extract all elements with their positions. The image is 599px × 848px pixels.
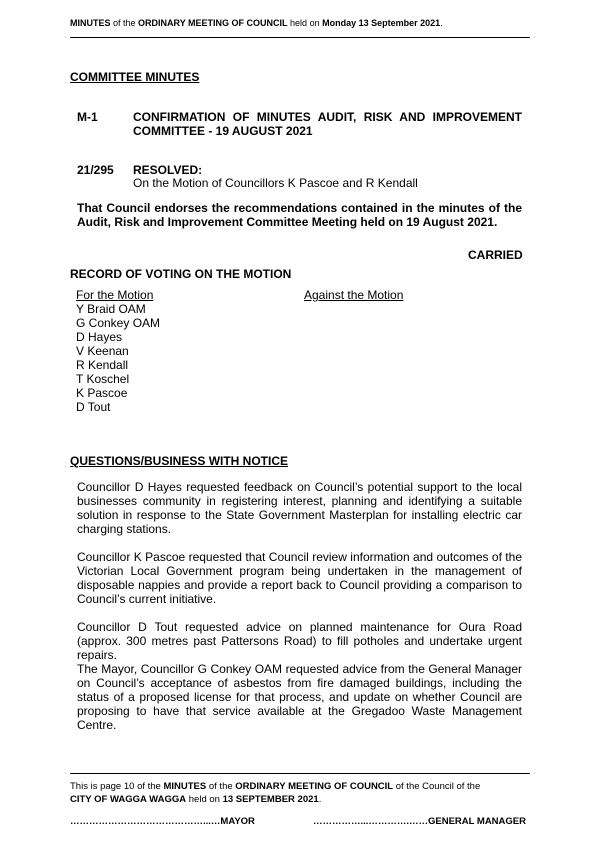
- voter: D Hayes: [76, 330, 123, 344]
- voter: V Keenan: [76, 344, 129, 358]
- voter: K Pascoe: [76, 386, 128, 400]
- footer-date: 13 SEPTEMBER 2021: [222, 794, 319, 805]
- footer-minutes: MINUTES: [163, 781, 207, 792]
- voter: D Tout: [76, 400, 111, 414]
- voter: Y Braid OAM: [76, 302, 146, 316]
- question-item: Councillor D Hayes requested feedback on Council’s potential support to the local businesses community in registering interest, planning and identifying a suitable solution in response to the State Government Masterplan for installing electric car charging stations.: [77, 480, 522, 536]
- footer-divider: [70, 773, 530, 774]
- question-item: Councillor K Pascoe requested that Council review information and outcomes of the Victorian Local Government program being undertaken in the management of disposable nappies and provide a report back to Council providing a comparison to Council’s current initiative.: [77, 550, 522, 606]
- footer-of-the: of the: [206, 781, 236, 792]
- header-meeting: ORDINARY MEETING OF COUNCIL: [138, 18, 288, 28]
- question-item: The Mayor, Councillor G Conkey OAM requested advice from the General Manager on Council’s acceptance of asbestos from fire damaged buildings, including the status of a proposed license for that process, and update on whether Council are proposing to have that service available at the Gregadoo Waste Management Centre.: [77, 662, 522, 732]
- voter: G Conkey OAM: [76, 316, 161, 330]
- page-header: [70, 18, 443, 28]
- voting-heading: RECORD OF VOTING ON THE MOTION: [70, 267, 292, 281]
- motion-mover: On the Motion of Councillors K Pascoe and R Kendall: [133, 176, 418, 190]
- footer-period: .: [318, 794, 322, 805]
- resolution-text: That Council endorses the recommendations contained in the minutes of the Audit, Risk and Improvement Committee Meeting held on 19 August 2021.: [77, 201, 522, 229]
- committee-minutes-heading: COMMITTEE MINUTES: [70, 70, 200, 84]
- resolved-label: RESOLVED:: [133, 163, 203, 177]
- signature-line: [70, 816, 526, 827]
- result-carried: CARRIED: [468, 248, 523, 262]
- header-held-on: held on: [287, 18, 323, 28]
- footer-city: CITY OF WAGGA WAGGA: [70, 794, 187, 805]
- general-manager-signature: ……………...………….……GENERAL MANAGER: [312, 816, 526, 827]
- footer-prefix: This is page 10 of the: [70, 781, 164, 792]
- item-title: CONFIRMATION OF MINUTES AUDIT, RISK AND IMPROVEMENT COMMITTEE - 19 AUGUST 2021: [133, 110, 522, 138]
- header-period: .: [440, 18, 443, 28]
- header-of-the: of the: [110, 18, 139, 28]
- header-date: Monday 13 September 2021: [322, 18, 441, 28]
- footer-of-council: of the Council of the: [393, 781, 481, 792]
- footer-meeting: ORDINARY MEETING OF COUNCIL: [235, 781, 394, 792]
- footer-held-on: held on: [186, 794, 223, 805]
- voter: R Kendall: [76, 358, 129, 372]
- against-the-motion-label: Against the Motion: [304, 288, 404, 302]
- mayor-signature: ……………………………………...…MAYOR: [70, 816, 255, 827]
- item-number: M-1: [77, 110, 98, 124]
- header-minutes: MINUTES: [70, 18, 111, 28]
- resolution-number: 21/295: [77, 163, 114, 177]
- header-divider: [70, 37, 530, 38]
- voter: T Koschel: [76, 372, 130, 386]
- for-the-motion-label: For the Motion: [76, 288, 154, 302]
- questions-heading: QUESTIONS/BUSINESS WITH NOTICE: [70, 454, 289, 468]
- question-item: Councillor D Tout requested advice on planned maintenance for Oura Road (approx. 300 metres past Pattersons Road) to fill potholes and undertake urgent repairs.: [77, 620, 522, 662]
- page-footer: [70, 780, 530, 806]
